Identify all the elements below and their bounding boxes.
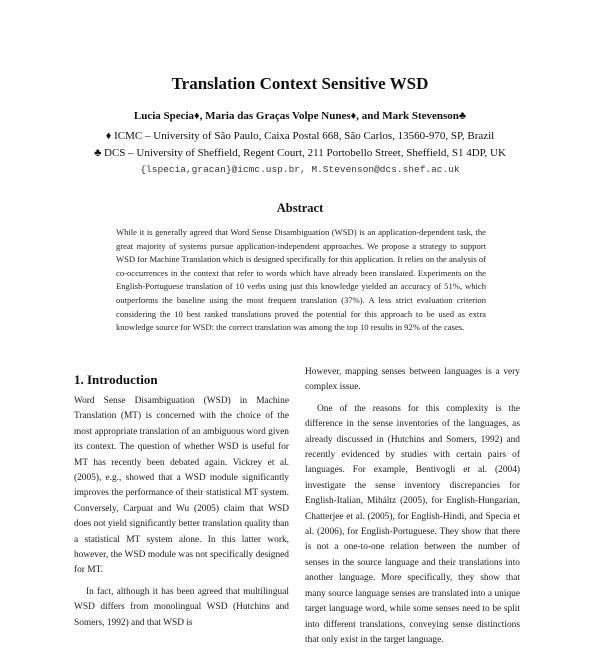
- abstract-text: While it is generally agreed that Word Sense Disambiguation (WSD) is an application-dependent task, the great majority of systems pursue application-independent approaches. We propose a strategy to support WSD for Machine Translation which is designed specifically for this application. It relies on the analysis of co-occurrences in the context that refer to words which have already been translated. Experiments on the English-Portuguese translation of 10 verbs using just this knowledge yielded an accuracy of 51%, which outperforms the baseline using the most frequent translation (37%). A less strict evaluation criterion considering the 10 best ranked translations proved the potential for this approach to be used as extra knowledge source for WSD: the correct translation was among the top 10 results in 92% of the cases.: [116, 227, 486, 333]
- left-column-paragraph-1: Word Sense Disambiguation (WSD) in Machine Translation (MT) is concerned with the choice of the most appropriate translation of an ambiguous word given its context. The question of whether WSD is useful for MT has recently been debated again. Vickrey et al. (2005), e.g., showed that a WSD module significantly improves the performance of their statistical MT system. Conversely, Carpuat and Wu (2005) claim that WSD does not yield significantly better translation quality than a statistical MT system alone. In this latter work, however, the WSD module was not specifically designed for MT.: [74, 396, 289, 576]
- author-list: Lucia Specia♦, Maria das Graças Volpe Nunes♦, and Mark Stevenson♣: [133, 110, 467, 122]
- section-heading-introduction: 1. Introduction: [74, 372, 158, 387]
- author-emails: {lspecia,gracan}@icmc.usp.br, M.Stevenson@dcs.shef.ac.uk: [140, 164, 460, 175]
- abstract-heading: Abstract: [276, 201, 324, 215]
- affiliation-1: ♦ ICMC – University of São Paulo, Caixa Postal 668, São Carlos, 13560-970, SP, Brazil: [105, 130, 495, 142]
- affiliation-2: ♣ DCS – University of Sheffield, Regent Court, 211 Portobello Street, Sheffield, S1 4DP, UK: [94, 147, 506, 159]
- paper-title: Translation Context Sensitive WSD: [171, 74, 429, 93]
- right-column: [305, 365, 520, 645]
- left-column: [74, 394, 289, 628]
- right-column-paragraph-1: However, mapping senses between languages is a very complex issue.: [305, 367, 520, 393]
- right-column-paragraph-2: One of the reasons for this complexity is the difference in the sense inventories of the languages, as already discussed in (Hutchins and Somers, 1992) and recently evidenced by studies with certain pairs of languages. For example, Bentivogli et al. (2004) investigate the sense inventory discrepancies for English-Italian, Miháltz (2005), for English-Hungarian, Chatterjee et al. (2005), for English-Hindi, and Specia et al. (2006), for English-Portuguese. They show that there is not a one-to-one relation between the number of senses in the source language and their translations into another language. More specifically, they show that many source language senses are translated into a unique target language word, while some senses need to be split into different translations, conveying sense distinctions that only exist in the target language.: [305, 403, 520, 645]
- left-column-paragraph-2: In fact, although it has been agreed that multilingual WSD differs from monolingual WSD (Hutchins and Somers, 1992) and that WSD is: [74, 586, 289, 628]
